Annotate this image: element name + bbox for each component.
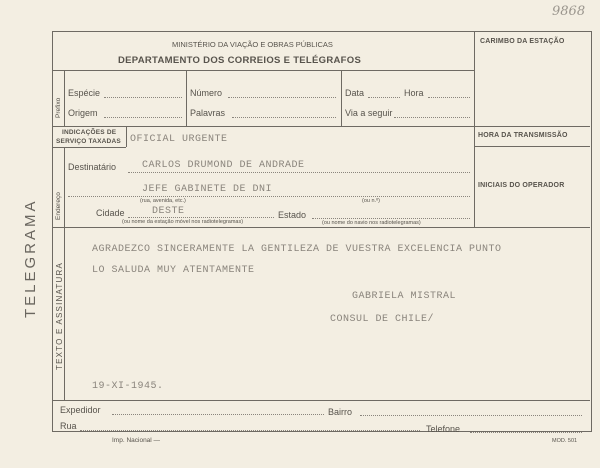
numero-label: Número [190, 88, 223, 98]
expedidor-label: Expedidor [60, 405, 101, 415]
model-number: MOD. 501 [552, 438, 578, 444]
services-label-1: INDICAÇÕES DE [62, 129, 117, 136]
cidade-note: (ou nome da estação móvel nos radiotelegramas) [122, 219, 244, 225]
department-title: DEPARTAMENTO DOS CORREIOS E TELÉGRAFOS [118, 55, 362, 66]
form-frame [52, 31, 592, 432]
stamp-box-label: CARIMBO DA ESTAÇÃO [480, 38, 565, 45]
services-label-2: SERVIÇO TAXADAS [56, 138, 121, 145]
telefone-field[interactable] [470, 432, 582, 433]
especie-label: Espécie [68, 88, 101, 98]
texto-label: TEXTO E ASSINATURA [55, 262, 64, 370]
fields-divider-1 [186, 71, 187, 126]
destinatario-label: Destinatário [68, 162, 117, 172]
right-column-divider [474, 146, 590, 147]
prefix-divider [64, 71, 65, 126]
cidade-field[interactable] [128, 217, 274, 218]
fields-divider-2 [341, 71, 342, 126]
header-divider [52, 70, 474, 71]
handwritten-number: 9868 [552, 4, 586, 19]
address-bottom [52, 227, 590, 228]
estado-field[interactable] [312, 218, 470, 219]
rua-label: Rua [60, 421, 77, 431]
via-label: Via a seguir [345, 108, 393, 118]
hora-label: Hora [404, 88, 424, 98]
signature-role: CONSUL DE CHILE/ [330, 314, 435, 325]
data-label: Data [345, 88, 365, 98]
texto-bottom [52, 400, 590, 401]
numero-field[interactable] [228, 97, 336, 98]
estado-label: Estado [278, 210, 307, 220]
operator-initials-label: INICIAIS DO OPERADOR [478, 182, 565, 189]
estado-note: (ou nome do navio nos radiotelegramas) [322, 220, 421, 226]
transmission-time-label: HORA DA TRANSMISSÃO [478, 132, 568, 139]
data-field[interactable] [368, 97, 400, 98]
palavras-label: Palavras [190, 108, 226, 118]
header-bottom [52, 126, 590, 127]
expedidor-field[interactable] [112, 414, 324, 415]
address-label: Endereço [55, 192, 62, 220]
bairro-label: Bairro [328, 407, 353, 417]
num-note: (ou n.º) [362, 198, 380, 204]
stamp-divider [474, 31, 475, 227]
signature: GABRIELA MISTRAL [352, 291, 457, 302]
telefone-label: Telefone [426, 424, 461, 434]
origem-label: Origem [68, 108, 98, 118]
via-field[interactable] [394, 117, 470, 118]
printer-note: Imp. Nacional — [112, 437, 161, 444]
destinatario-line2-field[interactable] [68, 196, 470, 197]
message-line-1: AGRADEZCO SINCERAMENTE LA GENTILEZA DE VUESTRA EXCELENCIA PUNTO [92, 244, 502, 255]
ministry-title: MINISTÉRIO DA VIAÇÃO E OBRAS PÚBLICAS [172, 40, 333, 49]
side-title: TELEGRAMA [22, 198, 39, 318]
bairro-field[interactable] [360, 415, 582, 416]
message-date: 19-XI-1945. [92, 381, 164, 392]
texto-divider [64, 227, 65, 400]
rua-field[interactable] [80, 430, 420, 431]
origem-field[interactable] [104, 117, 182, 118]
destinatario-field[interactable] [128, 172, 470, 173]
address-divider [64, 147, 65, 227]
message-line-2: LO SALUDA MUY ATENTAMENTE [92, 265, 255, 276]
rua-note: (rua, avenida, etc.) [140, 198, 186, 204]
cidade-label: Cidade [96, 208, 125, 218]
especie-field[interactable] [104, 97, 182, 98]
destinatario-line2: JEFE GABINETE DE DNI [142, 184, 273, 195]
hora-field[interactable] [428, 97, 470, 98]
services-value: OFICIAL URGENTE [130, 134, 228, 145]
destinatario-name: CARLOS DRUMOND DE ANDRADE [142, 160, 305, 171]
cidade-value: DESTE [152, 206, 185, 217]
prefix-label: Prefixo [55, 97, 62, 118]
palavras-field[interactable] [232, 117, 336, 118]
services-divider [126, 126, 127, 147]
